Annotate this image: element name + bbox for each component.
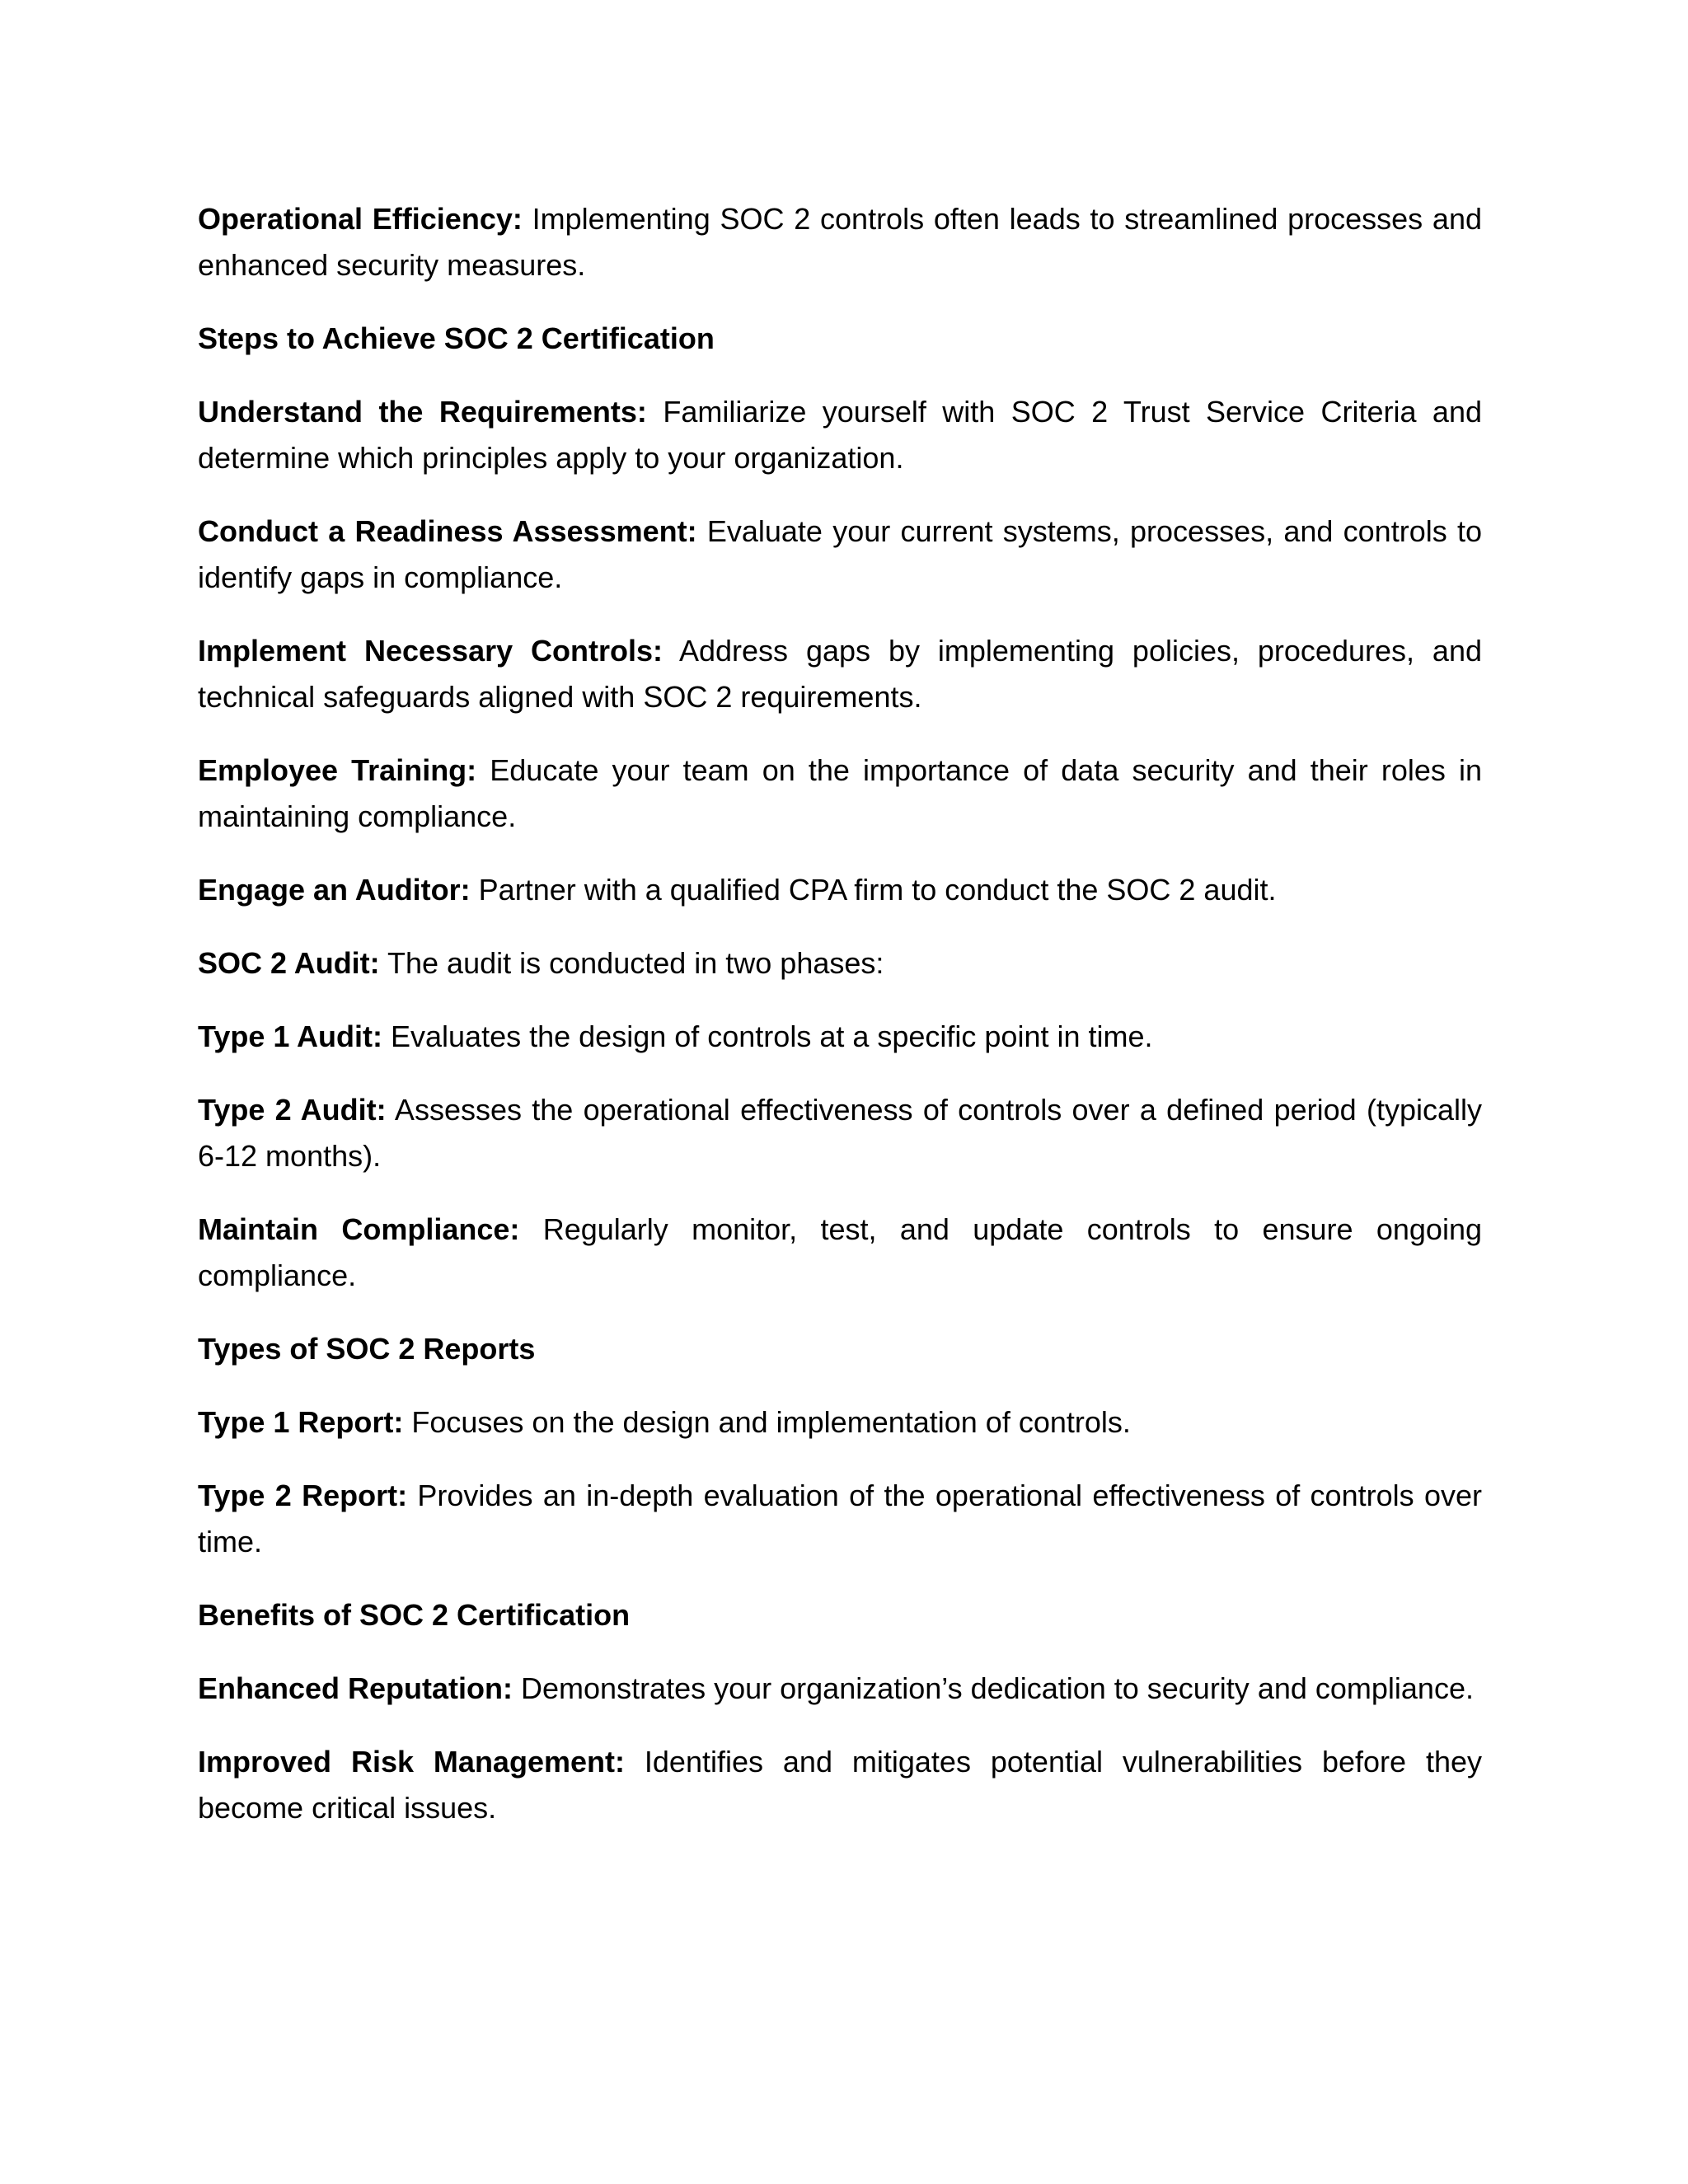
term-label: Type 2 Audit:: [198, 1093, 387, 1127]
paragraph-text: Implementing SOC 2 controls often leads to streamlined processes and enhanced security measures.: [198, 202, 1482, 282]
paragraph-understand-requirements: [198, 389, 1482, 481]
paragraph-implement-controls: [198, 628, 1482, 720]
paragraph-type2-audit: [198, 1087, 1482, 1179]
term-label: Type 1 Report:: [198, 1405, 404, 1439]
section-heading-steps: Steps to Achieve SOC 2 Certification: [198, 321, 715, 355]
term-label: Improved Risk Management:: [198, 1745, 625, 1779]
term-label: Operational Efficiency:: [198, 202, 523, 236]
paragraph-risk-management: [198, 1739, 1482, 1831]
paragraph-text: Partner with a qualified CPA firm to conduct the SOC 2 audit.: [470, 873, 1277, 907]
paragraph-engage-auditor: [198, 867, 1482, 913]
paragraph-text: Identifies and mitigates potential vulnerabilities before they become critical issues.: [198, 1745, 1482, 1825]
section-heading-benefits: Benefits of SOC 2 Certification: [198, 1598, 631, 1632]
paragraph-text: Focuses on the design and implementation of controls.: [403, 1405, 1131, 1439]
paragraph-text: Educate your team on the importance of data security and their roles in maintaining compliance.: [198, 753, 1482, 833]
section-heading-report-types: Types of SOC 2 Reports: [198, 1332, 536, 1366]
paragraph-soc2-audit: [198, 940, 1482, 987]
term-label: Maintain Compliance:: [198, 1212, 520, 1246]
term-label: Understand the Requirements:: [198, 395, 647, 429]
term-label: Conduct a Readiness Assessment:: [198, 514, 697, 548]
paragraph-text: Address gaps by implementing policies, procedures, and technical safeguards aligned with SOC 2 requirements.: [198, 634, 1482, 714]
paragraph-employee-training: [198, 748, 1482, 840]
paragraph-text: Provides an in-depth evaluation of the operational effectiveness of controls over time.: [198, 1479, 1482, 1558]
term-label: SOC 2 Audit:: [198, 946, 380, 980]
paragraph-maintain-compliance: [198, 1207, 1482, 1299]
term-label: Implement Necessary Controls:: [198, 634, 663, 668]
paragraph-type1-audit: [198, 1014, 1482, 1060]
paragraph-text: Assesses the operational effectiveness of controls over a defined period (typically 6-12 months).: [198, 1093, 1482, 1173]
term-label: Engage an Auditor:: [198, 873, 471, 907]
document-body: [198, 196, 1482, 1831]
term-label: Enhanced Reputation:: [198, 1671, 513, 1705]
paragraph-text: Regularly monitor, test, and update controls to ensure ongoing compliance.: [198, 1212, 1482, 1292]
paragraph-type1-report: [198, 1399, 1482, 1446]
paragraph-readiness-assessment: [198, 509, 1482, 601]
paragraph-text: Demonstrates your organization’s dedication to security and compliance.: [513, 1671, 1474, 1705]
term-label: Employee Training:: [198, 753, 477, 787]
paragraph-type2-report: [198, 1473, 1482, 1565]
paragraph-operational-efficiency: [198, 196, 1482, 288]
paragraph-text: Familiarize yourself with SOC 2 Trust Service Criteria and determine which principles apply to your organization.: [198, 395, 1482, 475]
term-label: Type 2 Report:: [198, 1479, 408, 1512]
paragraph-enhanced-reputation: [198, 1666, 1482, 1712]
paragraph-text: The audit is conducted in two phases:: [379, 946, 884, 980]
paragraph-text: Evaluates the design of controls at a specific point in time.: [382, 1019, 1153, 1053]
term-label: Type 1 Audit:: [198, 1019, 382, 1053]
paragraph-text: Evaluate your current systems, processes, and controls to identify gaps in compliance.: [198, 514, 1482, 594]
